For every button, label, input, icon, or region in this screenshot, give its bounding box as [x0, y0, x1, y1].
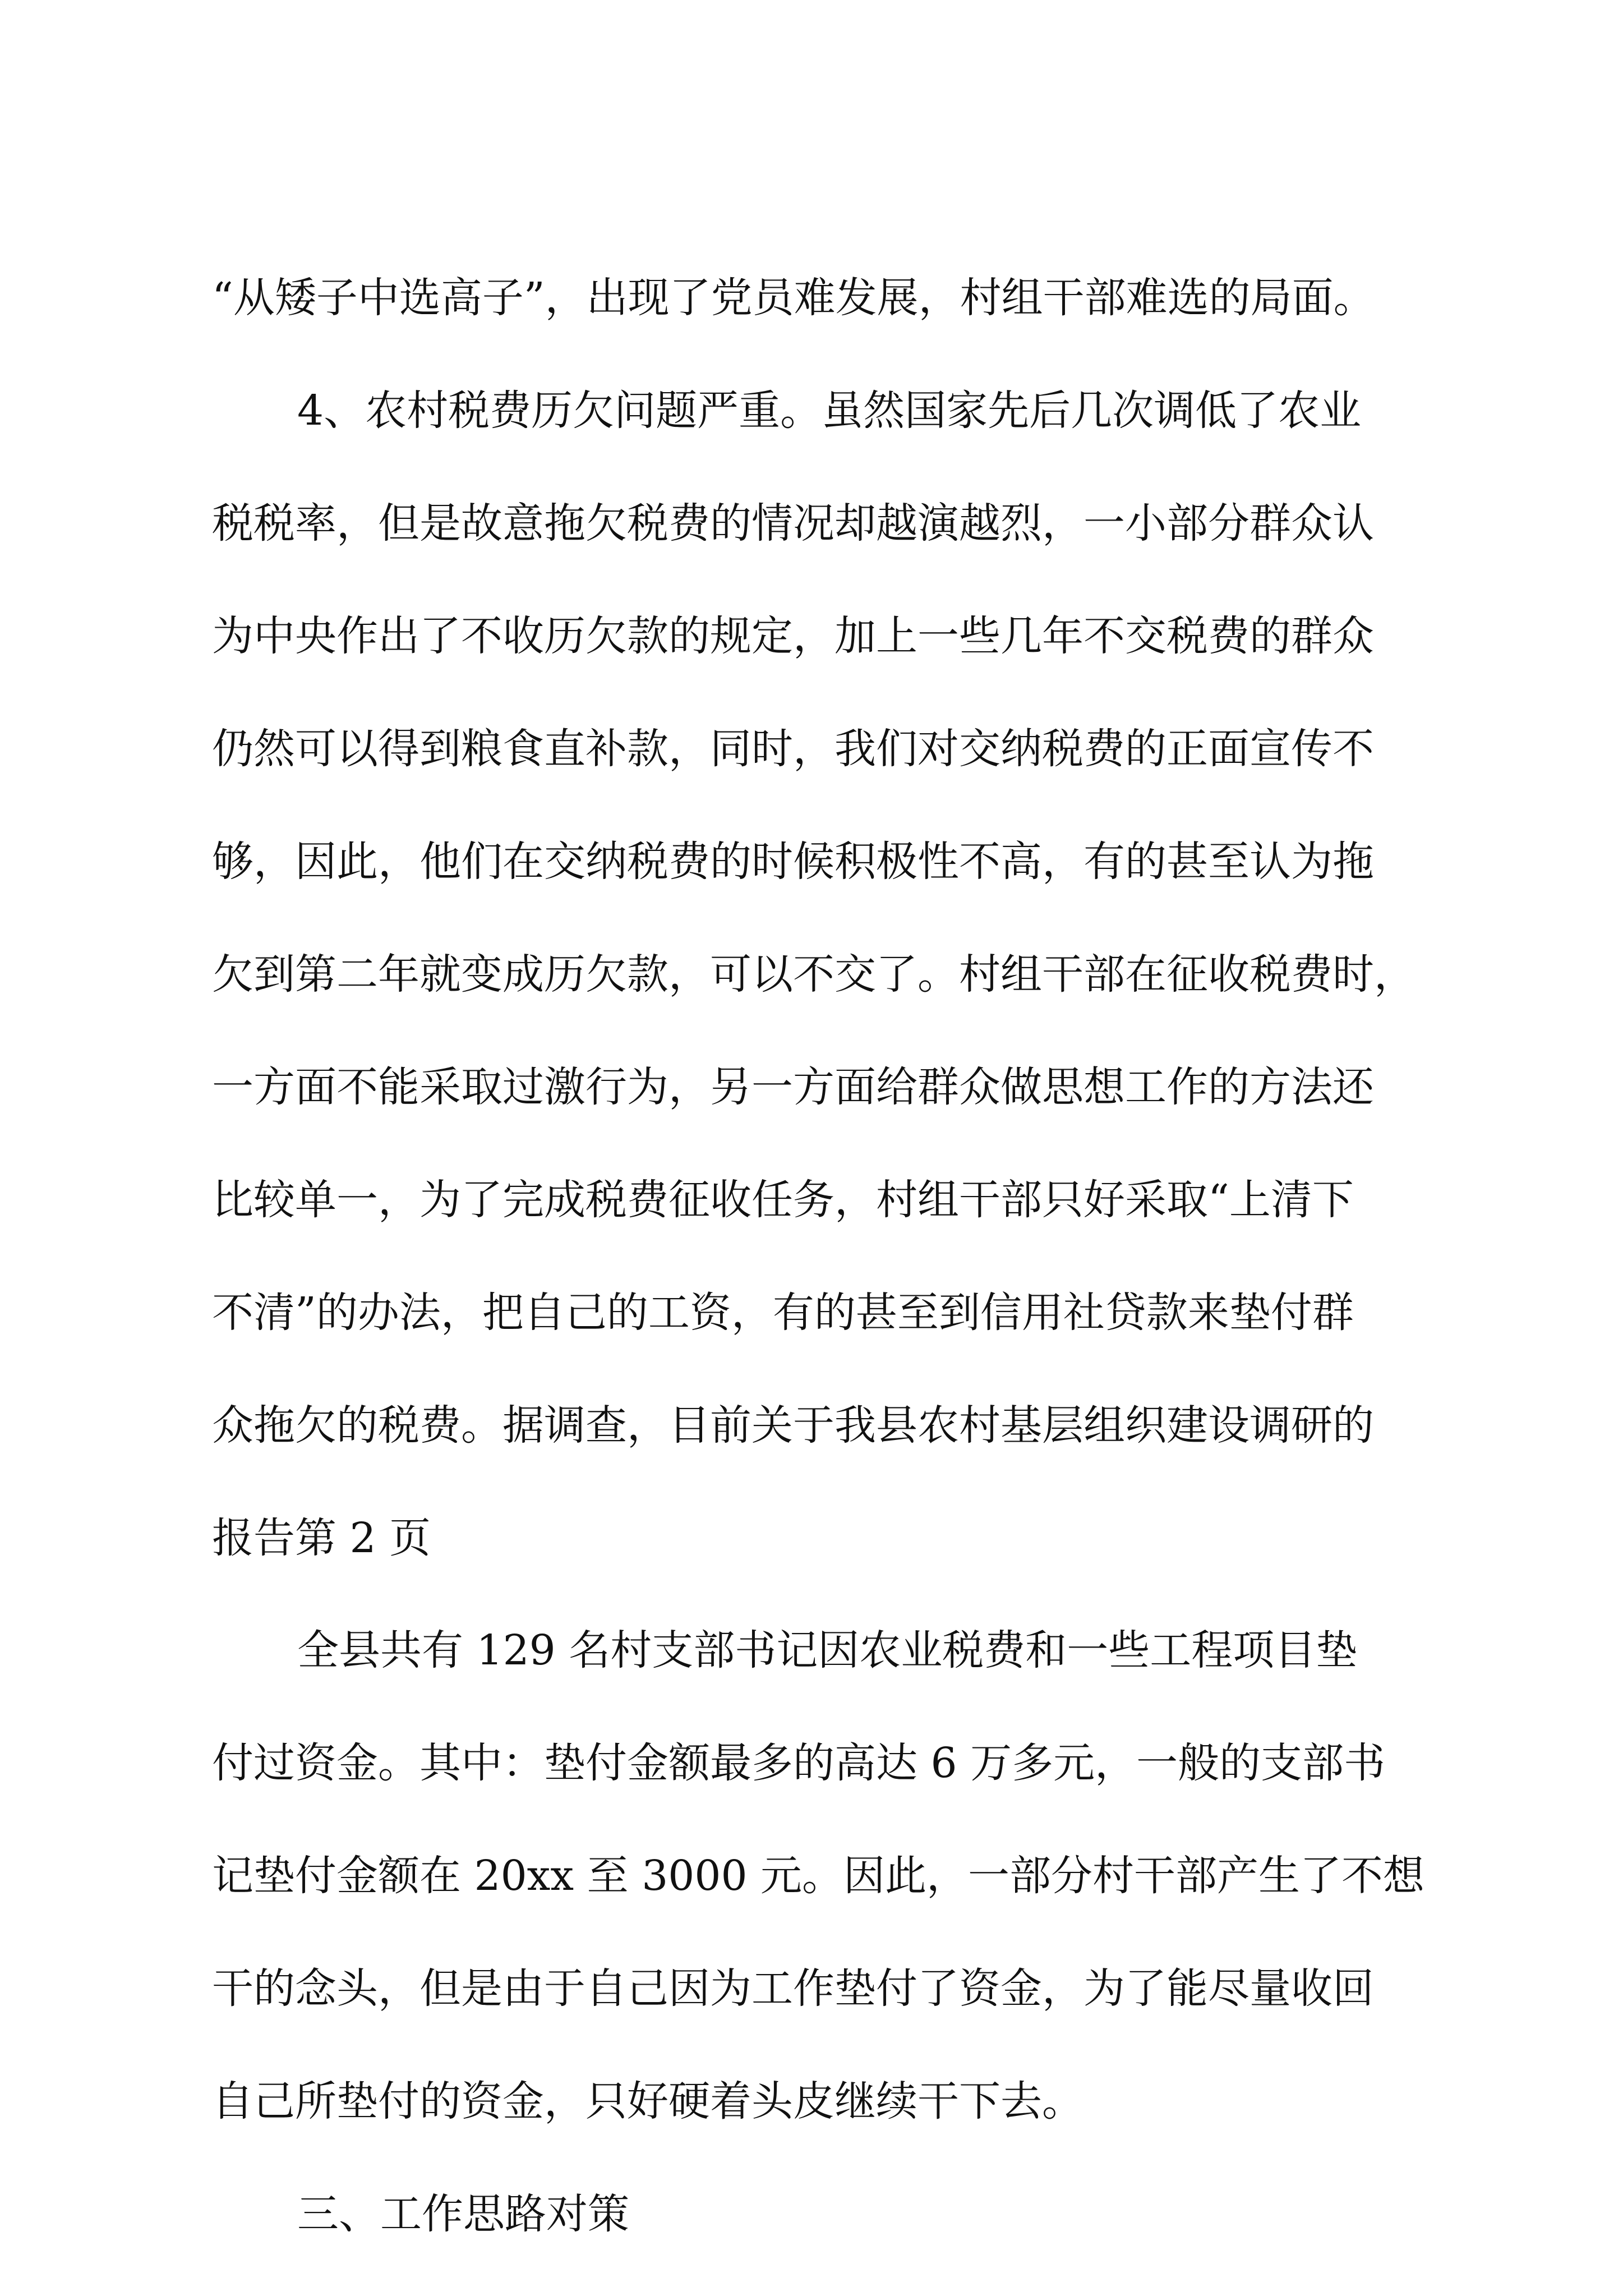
text-line: 税税率，但是故意拖欠税费的情况却越演越烈，一小部分群众认 [212, 499, 1374, 547]
text-line: 仍然可以得到粮食直补款，同时，我们对交纳税费的正面宣传不 [212, 725, 1374, 773]
text-line: 不清”的办法，把自己的工资，有的甚至到信用社贷款来垫付群 [212, 1289, 1354, 1337]
section-heading: 三、工作思路对策 [297, 2190, 629, 2238]
text-line: 全县共有 129 名村支部书记因农业税费和一些工程项目垫 [297, 1626, 1358, 1674]
text-line: 一方面不能采取过激行为，另一方面给群众做思想工作的方法还 [212, 1063, 1374, 1111]
text-line: 欠到第二年就变成历欠款，可以不交了。村组干部在征收税费时， [212, 950, 1415, 999]
text-line: 为中央作出了不收历欠款的规定，加上一些几年不交税费的群众 [212, 612, 1374, 660]
text-line: 记垫付金额在 20xx 至 3000 元。因此，一部分村干部产生了不想 [212, 1852, 1425, 1900]
text-line: 报告第 2 页 [212, 1514, 431, 1562]
text-line: 付过资金。其中：垫付金额最多的高达 6 万多元，一般的支部书 [212, 1739, 1386, 1787]
text-line: 比较单一，为了完成税费征收任务，村组干部只好采取“上清下 [212, 1176, 1354, 1224]
text-line: 众拖欠的税费。据调查，目前关于我县农村基层组织建设调研的 [212, 1401, 1374, 1450]
text-line: 4、农村税费历欠问题严重。虽然国家先后几次调低了农业 [297, 386, 1362, 435]
text-line: 够，因此，他们在交纳税费的时候积极性不高，有的甚至认为拖 [212, 838, 1374, 886]
text-line: 自己所垫付的资金，只好硬着头皮继续干下去。 [212, 2077, 1083, 2125]
text-line: “从矮子中选高子”，出现了党员难发展，村组干部难选的局面。 [212, 274, 1375, 322]
text-line: 干的念头，但是由于自己因为工作垫付了资金，为了能尽量收回 [212, 1964, 1374, 2013]
